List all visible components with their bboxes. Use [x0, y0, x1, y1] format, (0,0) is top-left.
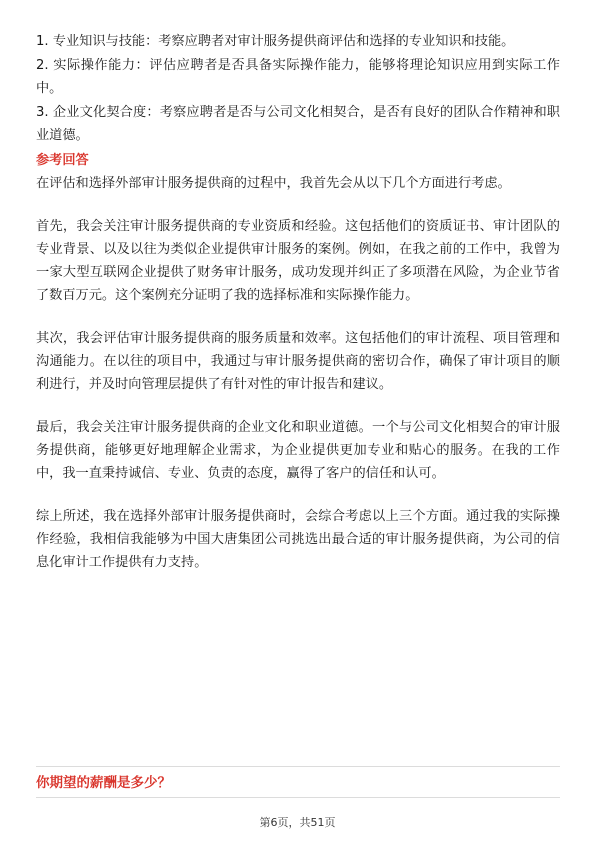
divider-bottom	[36, 797, 560, 798]
answer-paragraph-last: 最后，我会关注审计服务提供商的企业文化和职业道德。一个与公司文化相契合的审计服务提供商，能够更好地理解企业需求，为企业提供更加专业和贴心的服务。在我的工作中，我一直秉持诚信、专业、负责的态度，赢得了客户的信任和认可。	[36, 420, 560, 481]
answer-paragraph-second: 其次，我会评估审计服务提供商的服务质量和效率。这包括他们的审计流程、项目管理和沟通能力。在以往的项目中，我通过与审计服务提供商的密切合作，确保了审计项目的顺利进行，并及时向管理层提供了有针对性的审计报告和建议。	[36, 331, 560, 392]
answer-paragraph-first: 首先，我会关注审计服务提供商的专业资质和经验。这包括他们的资质证书、审计团队的专业背景、以及以往为类似企业提供审计服务的案例。例如，在我之前的工作中，我曾为一家大型互联网企业提供了财务审计服务，成功发现并纠正了多项潜在风险，为企业节省了数百万元。这个案例充分证明了我的选择标准和实际操作能力。	[36, 219, 560, 303]
next-question: 你期望的薪酬是多少？	[36, 775, 171, 791]
answer-summary: 综上所述，我在选择外部审计服务提供商时，会综合考虑以上三个方面。通过我的实际操作经验，我相信我能够为中国大唐集团公司挑选出最合适的审计服务提供商，为公司的信息化审计工作提供有力支持。	[36, 509, 560, 570]
page-content	[36, 30, 560, 574]
criteria-item-1: 1. 专业知识与技能：考察应聘者对审计服务提供商评估和选择的专业知识和技能。	[36, 34, 515, 49]
answer-intro: 在评估和选择外部审计服务提供商的过程中，我首先会从以下几个方面进行考虑。	[36, 176, 511, 191]
page-number: 第6页，共51页	[259, 816, 336, 829]
divider-top	[36, 766, 560, 767]
criteria-item-3: 3. 企业文化契合度：考察应聘者是否与公司文化相契合，是否有良好的团队合作精神和职业道德。	[36, 105, 560, 143]
criteria-item-2: 2. 实际操作能力：评估应聘者是否具备实际操作能力，能够将理论知识应用到实际工作中。	[36, 58, 560, 96]
answer-heading: 参考回答	[36, 153, 89, 168]
